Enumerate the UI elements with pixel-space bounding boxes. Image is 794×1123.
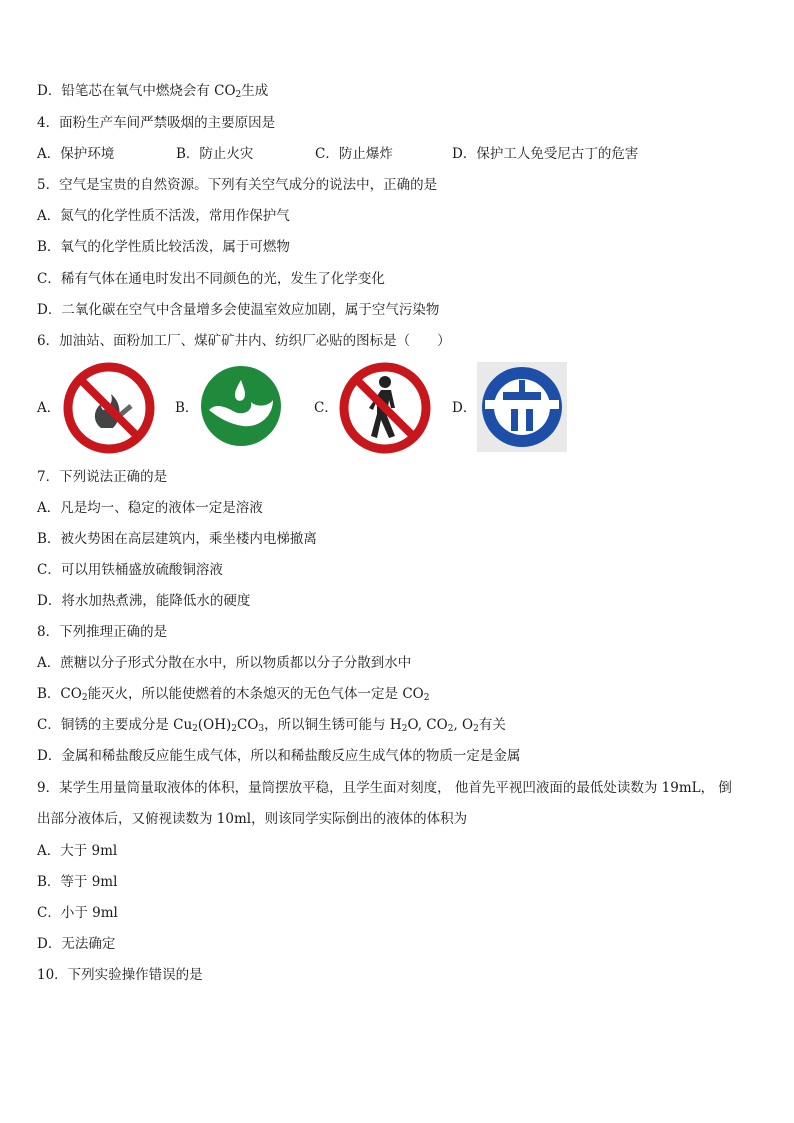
q5-stem: 5．空气是宝贵的自然资源。下列有关空气成分的说法中，正确的是 [37, 177, 438, 193]
q8-option-b: B．$CO_2$能灭火，所以能使燃着的木条熄灭的无色气体一定是 $CO_2$ [37, 686, 430, 703]
q4-option-d: D．保护工人免受尼古丁的危害 [452, 146, 639, 162]
q5-option-b: B．氧气的化学性质比较活泼，属于可燃物 [37, 239, 290, 255]
q3-option-d: D．铅笔芯在氧气中燃烧会有 $CO_2$生成 [37, 83, 269, 100]
q9-option-d: D．无法确定 [37, 936, 116, 952]
water-saving-icon [199, 364, 283, 448]
q6-label-b: B． [175, 400, 199, 416]
q8-option-c: C．铜锈的主要成分是 $Cu_2(OH)_2CO_3$，所以铜生锈可能与 $H_2O$, $CO_2$, $O_2$有关 [37, 717, 506, 734]
q6-label-d: D． [452, 400, 477, 416]
q10-stem: 10．下列实验操作错误的是 [37, 967, 203, 983]
q9-option-b: B．等于 9ml [37, 874, 118, 890]
q9-stem-line1: 9．某学生用量筒量取液体的体积，量筒摆放平稳，且学生面对刻度， 他首先平视凹液面的最低处读数为 19mL， 倒 [37, 780, 732, 796]
q6-options [37, 360, 597, 456]
save-energy-icon [477, 362, 567, 452]
q7-option-b: B．被火势困在高层建筑内，乘坐楼内电梯撤离 [37, 531, 317, 547]
q5-option-a: A．氮气的化学性质不活泼，常用作保护气 [37, 208, 290, 224]
q8-stem: 8．下列推理正确的是 [37, 624, 168, 640]
q4-option-b: B．防止火灾 [176, 146, 254, 162]
q4-options [37, 143, 757, 165]
q4-stem: 4．面粉生产车间严禁吸烟的主要原因是 [37, 115, 276, 131]
q8-option-d: D．金属和稀盐酸反应能生成气体，所以和稀盐酸反应生成气体的物质一定是金属 [37, 748, 521, 764]
q9-option-a: A．大于 9ml [37, 843, 118, 859]
q4-option-a: A．保护环境 [37, 146, 115, 162]
q7-stem: 7．下列说法正确的是 [37, 469, 168, 485]
q9-stem-line2: 出部分液体后，又俯视读数为 10ml，则该同学实际倒出的液体的体积为 [37, 811, 468, 827]
q8-option-a: A．蔗糖以分子形式分散在水中，所以物质都以分子分散到水中 [37, 655, 412, 671]
q7-option-d: D．将水加热煮沸，能降低水的硬度 [37, 593, 251, 609]
q5-option-c: C．稀有气体在通电时发出不同颜色的光，发生了化学变化 [37, 271, 385, 287]
q7-option-a: A．凡是均一、稳定的液体一定是溶液 [37, 500, 263, 516]
q6-label-c: C． [314, 400, 338, 416]
q7-option-c: C．可以用铁桶盛放硫酸铜溶液 [37, 562, 223, 578]
q9-option-c: C．小于 9ml [37, 905, 118, 921]
q5-option-d: D．二氧化碳在空气中含量增多会使温室效应加剧，属于空气污染物 [37, 302, 440, 318]
q4-option-c: C．防止爆炸 [315, 146, 393, 162]
no-smoking-fire-icon [61, 360, 157, 456]
no-pedestrian-icon [337, 360, 433, 456]
q6-label-a: A． [37, 400, 61, 416]
q6-stem: 6．加油站、面粉加工厂、煤矿矿井内、纺织厂必贴的图标是（ ） [37, 333, 451, 349]
